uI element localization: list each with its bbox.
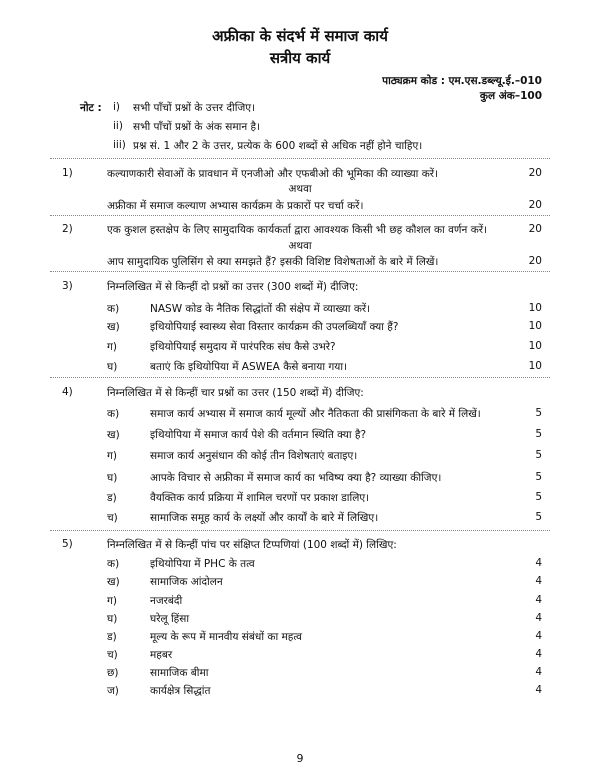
sub-question-text: इथियोपियाई स्वास्थ्य सेवा विस्तार कार्यक्रम की उपलब्धियाँ क्या हैं?	[150, 321, 399, 333]
question-marks: 20	[528, 255, 542, 267]
sub-question-number: क)	[107, 408, 120, 420]
sub-question-marks: 5	[535, 407, 542, 419]
sub-question-marks: 10	[528, 302, 542, 314]
sub-question-text: इथियोपिया में PHC के तत्व	[150, 558, 255, 570]
sub-question-number: च)	[107, 512, 118, 524]
question-number: 3)	[62, 280, 73, 292]
sub-question-text: सामाजिक आंदोलन	[150, 576, 223, 588]
sub-question-number: ख)	[107, 321, 120, 333]
sub-question-marks: 4	[535, 684, 542, 696]
question-number: 5)	[62, 538, 73, 550]
page-number: 9	[296, 752, 304, 765]
note-label: नोट :	[80, 102, 102, 114]
divider	[50, 271, 550, 272]
sub-question-number: घ)	[107, 613, 118, 625]
question-text: अफ्रीका में समाज कल्याण अभ्यास कार्यक्रम के प्रकारों पर चर्चा करें।	[107, 200, 364, 212]
question-marks: 20	[528, 223, 542, 235]
sub-question-number: च)	[107, 649, 118, 661]
sub-question-text: कार्यक्षेत्र सिद्धांत	[150, 685, 211, 697]
sub-question-text: सामाजिक बीमा	[150, 667, 209, 679]
sub-question-text: इथियोपियाई समुदाय में पारंपरिक संघ कैसे उभरे?	[150, 341, 336, 353]
sub-question-text: मूल्य के रूप में मानवीय संबंधों का महत्व	[150, 631, 302, 643]
or-label: अथवा	[288, 240, 312, 252]
note-item-text: सभी पाँचों प्रश्नों के उत्तर दीजिए।	[133, 102, 256, 114]
question-marks: 20	[528, 167, 542, 179]
sub-question-text: NASW कोड के नैतिक सिद्धांतों की संक्षेप में व्याख्या करें।	[150, 303, 371, 315]
sub-question-number: ख)	[107, 576, 120, 588]
sub-question-marks: 5	[535, 449, 542, 461]
or-label: अथवा	[288, 183, 312, 195]
sub-question-number: ड)	[107, 631, 117, 643]
sub-question-number: घ)	[107, 361, 118, 373]
page-subtitle: सत्रीय कार्य	[269, 49, 331, 67]
divider	[50, 530, 550, 531]
sub-question-marks: 4	[535, 648, 542, 660]
sub-question-text: घरेलू हिंसा	[150, 613, 190, 625]
divider	[50, 158, 550, 159]
sub-question-marks: 4	[535, 594, 542, 606]
question-stem: निम्नलिखित में से किन्हीं पांच पर संक्षिप्त टिप्पणियां (100 शब्दों में) लिखिए:	[107, 539, 397, 551]
note-item-text: सभी पाँचों प्रश्नों के अंक समान है।	[133, 121, 261, 133]
sub-question-number: ड)	[107, 492, 117, 504]
sub-question-number: क)	[107, 303, 120, 315]
sub-question-marks: 5	[535, 491, 542, 503]
total-marks: कुल अंक–100	[479, 90, 542, 102]
question-stem: निम्नलिखित में से किन्हीं दो प्रश्नों का उत्तर (300 शब्दों में) दीजिए:	[107, 281, 359, 293]
question-marks: 20	[528, 199, 542, 211]
question-number: 1)	[62, 167, 73, 179]
question-text: कल्याणकारी सेवाओं के प्रावधान में एनजीओ और एफबीओ की भूमिका की व्याख्या करें।	[107, 168, 439, 180]
question-text: आप सामुदायिक पुलिसिंग से क्या समझते हैं? इसकी विशिष्ट विशेषताओं के बारे में लिखें।	[107, 256, 439, 268]
note-item-num: iii)	[113, 139, 126, 151]
sub-question-number: ग)	[107, 450, 118, 462]
sub-question-text: वैयक्तिक कार्य प्रक्रिया में शामिल चरणों पर प्रकाश डालिए।	[150, 492, 370, 504]
sub-question-marks: 4	[535, 612, 542, 624]
sub-question-number: ख)	[107, 429, 120, 441]
sub-question-text: महबर	[150, 649, 173, 661]
sub-question-number: छ)	[107, 667, 119, 679]
sub-question-text: समाज कार्य अनुसंधान की कोई तीन विशेषताएं बताइए।	[150, 450, 358, 462]
sub-question-marks: 5	[535, 428, 542, 440]
question-stem: निम्नलिखित में से किन्हीं चार प्रश्नों का उत्तर (150 शब्दों में) दीजिए:	[107, 387, 364, 399]
note-item-num: i)	[113, 101, 121, 113]
course-code: पाठ्यक्रम कोड : एम.एस.डब्ल्यू.ई.–010	[382, 75, 542, 87]
note-item-text: प्रश्न सं. 1 और 2 के उत्तर, प्रत्येक के 600 शब्दों से अधिक नहीं होने चाहिए।	[133, 140, 423, 152]
sub-question-marks: 4	[535, 630, 542, 642]
sub-question-marks: 5	[535, 471, 542, 483]
question-text: एक कुशल हस्तक्षेप के लिए सामुदायिक कार्यकर्ता द्वारा आवश्यक किसी भी छह कौशल का वर्णन करें।	[107, 224, 488, 236]
question-number: 2)	[62, 223, 73, 235]
sub-question-text: नजरबंदी	[150, 595, 183, 607]
sub-question-text: इथियोपिया में समाज कार्य पेशे की वर्तमान स्थिति क्या है?	[150, 429, 367, 441]
divider	[50, 377, 550, 378]
sub-question-text: आपके विचार से अफ्रीका में समाज कार्य का भविष्य क्या है? व्याख्या कीजिए।	[150, 472, 442, 484]
divider	[50, 215, 550, 216]
sub-question-number: घ)	[107, 472, 118, 484]
sub-question-text: बताएं कि इथियोपिया में ASWEA कैसे बनाया गया।	[150, 361, 348, 373]
sub-question-marks: 4	[535, 557, 542, 569]
sub-question-number: ग)	[107, 595, 118, 607]
note-item-num: ii)	[113, 120, 123, 132]
sub-question-number: ज)	[107, 685, 119, 697]
sub-question-number: ग)	[107, 341, 118, 353]
sub-question-marks: 4	[535, 575, 542, 587]
sub-question-marks: 4	[535, 666, 542, 678]
sub-question-marks: 10	[528, 320, 542, 332]
sub-question-marks: 5	[535, 511, 542, 523]
sub-question-marks: 10	[528, 340, 542, 352]
sub-question-number: क)	[107, 558, 120, 570]
sub-question-text: समाज कार्य अभ्यास में समाज कार्य मूल्यों और नैतिकता की प्रासंगिकता के बारे में लिखें।	[150, 408, 481, 420]
question-number: 4)	[62, 386, 73, 398]
page-title: अफ्रीका के संदर्भ में समाज कार्य	[212, 27, 388, 45]
sub-question-text: सामाजिक समूह कार्य के लक्ष्यों और कार्यों के बारे में लिखिए।	[150, 512, 379, 524]
sub-question-marks: 10	[528, 360, 542, 372]
